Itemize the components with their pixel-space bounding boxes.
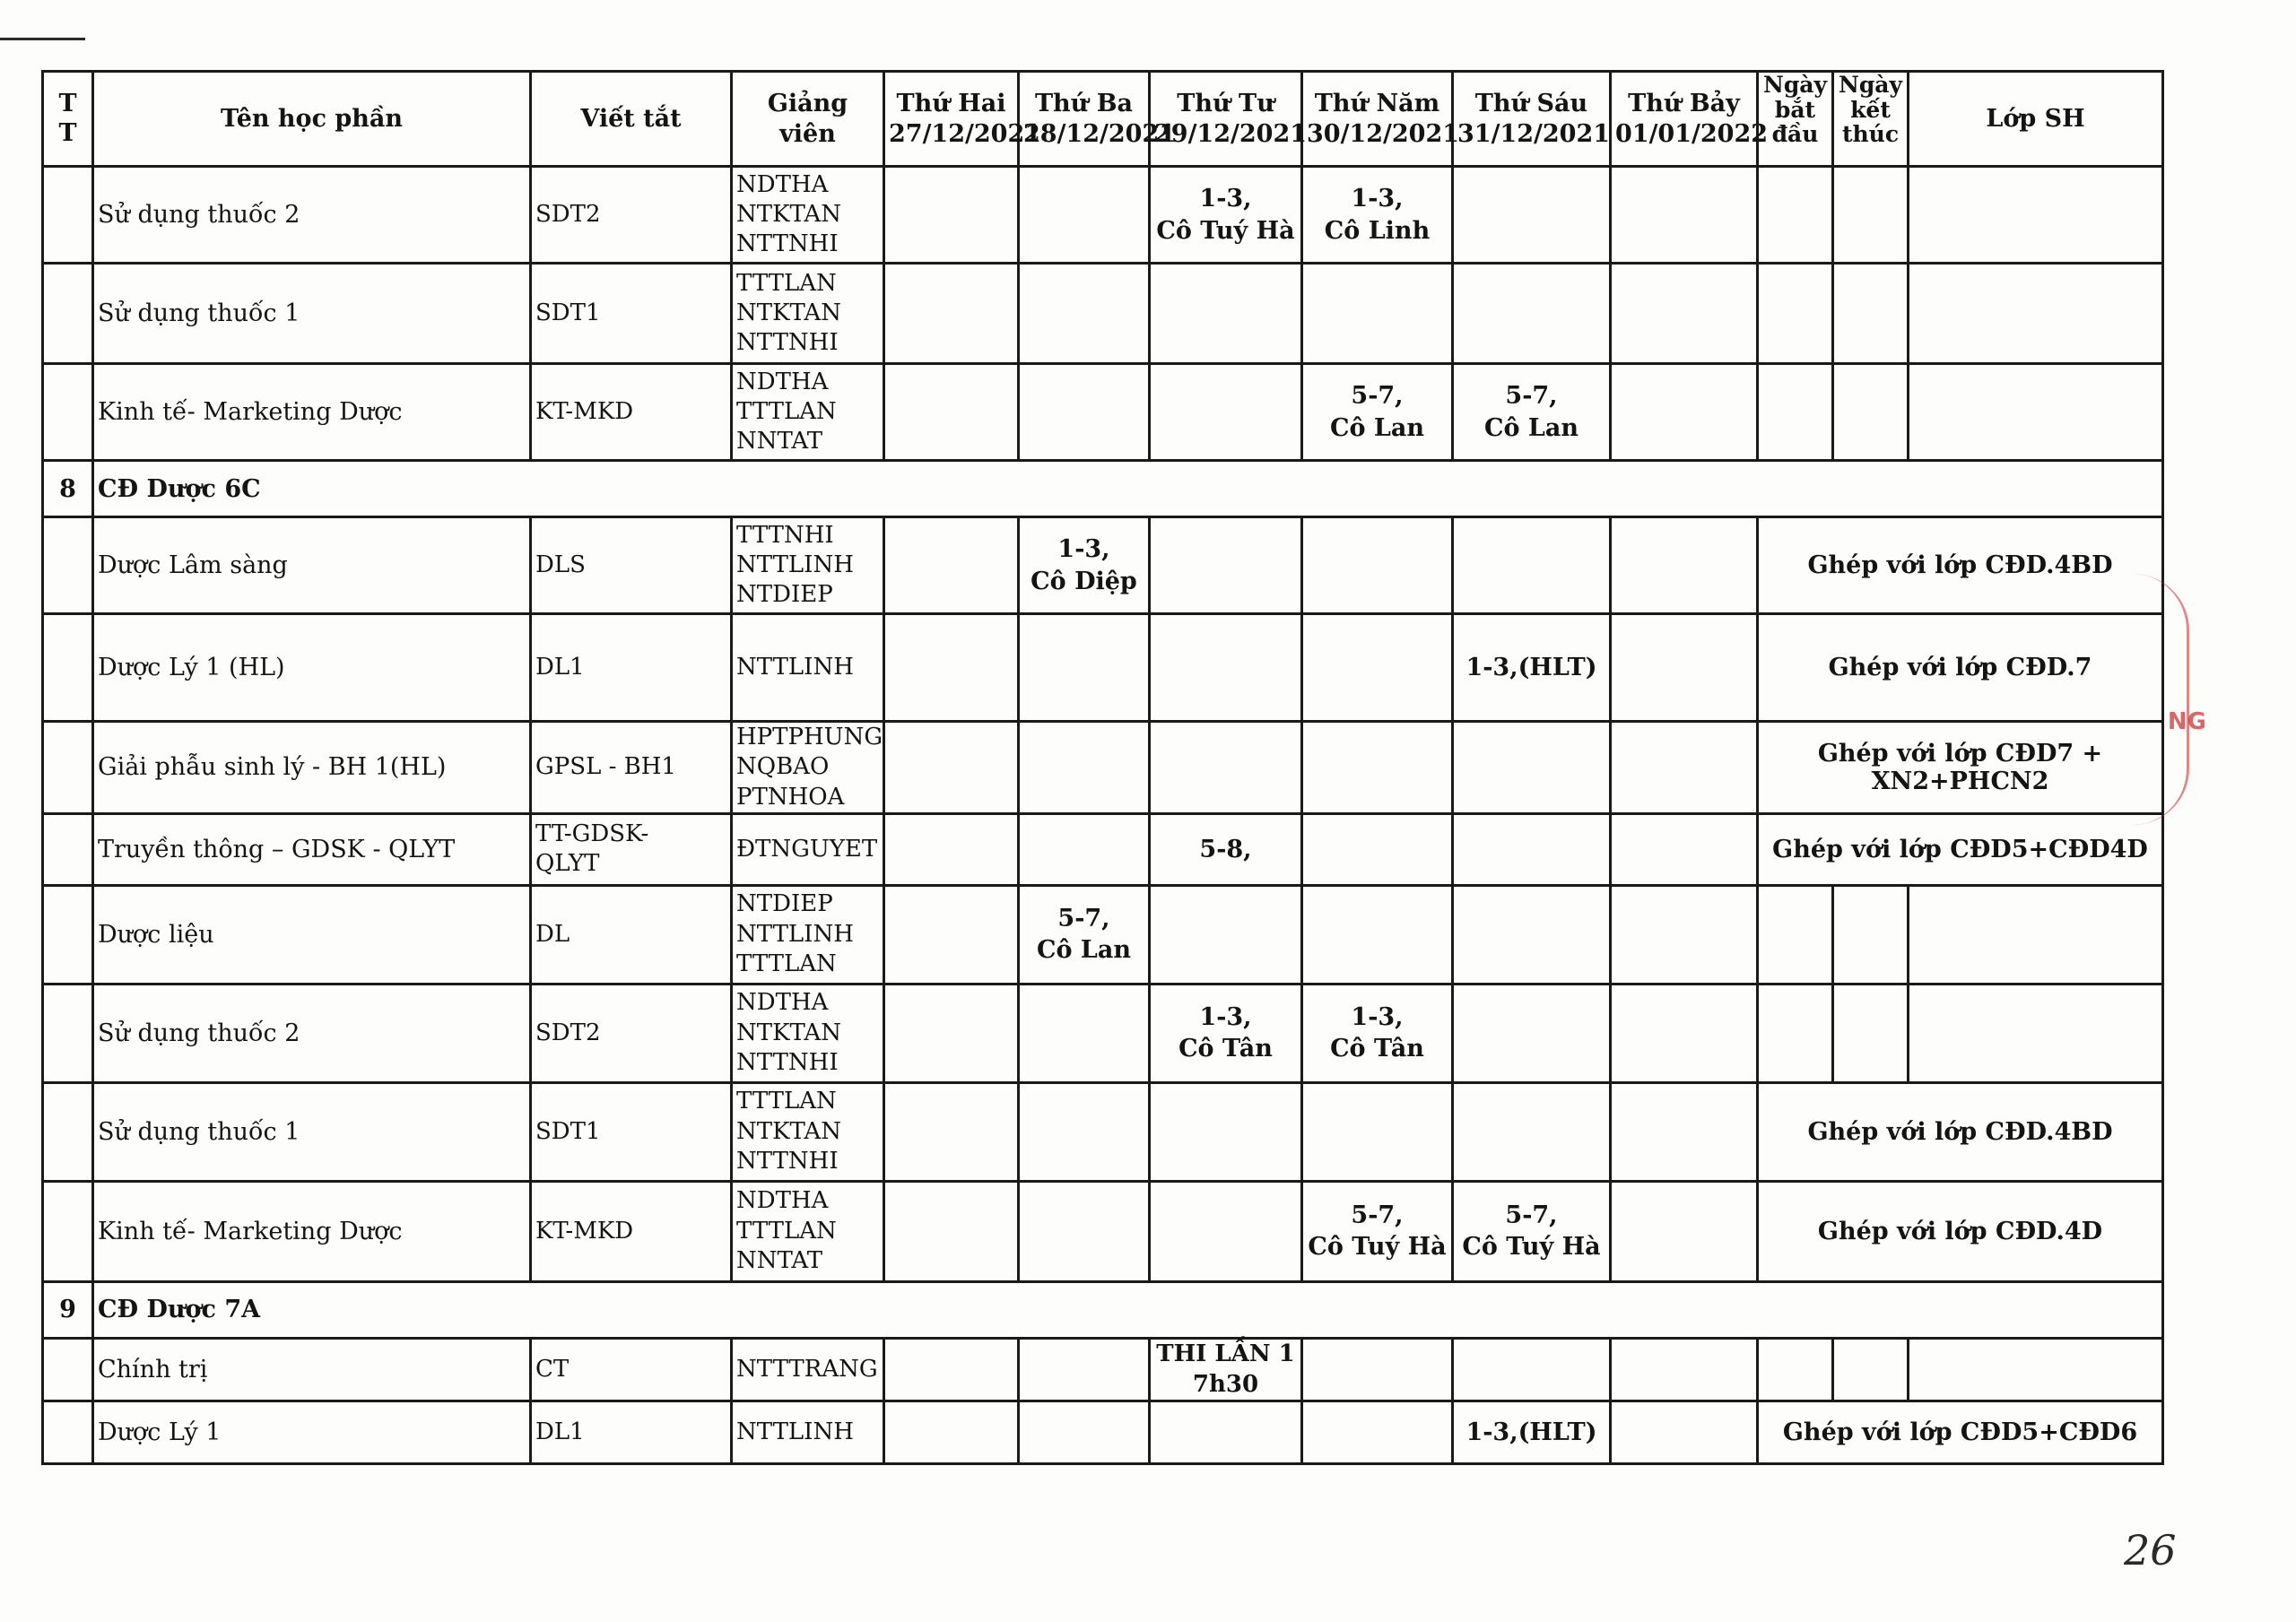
day-cell <box>884 984 1019 1082</box>
day-cell: 1-3, Cô Tuý Hà <box>1150 167 1302 264</box>
group-number: 8 <box>43 461 93 517</box>
course-abbr: TT-GDSK- QLYT <box>531 813 732 885</box>
header-start-date: Ngày bắt đầu <box>1758 72 1833 167</box>
tt-cell <box>43 517 93 614</box>
day-cell: 5-7, Cô Lan <box>1302 364 1453 461</box>
header-abbr: Viết tắt <box>531 72 732 167</box>
course-name: Dược Lý 1 <box>93 1401 531 1464</box>
header-end-date: Ngày kết thúc <box>1833 72 1909 167</box>
day-cell <box>1019 614 1150 722</box>
day-cell: 5-7, Cô Tuý Hà <box>1302 1181 1453 1281</box>
class-note <box>1909 264 2163 364</box>
course-name: Giải phẫu sinh lý - BH 1(HL) <box>93 722 531 814</box>
day-cell <box>1611 722 1758 814</box>
day-cell: 1-3, Cô Tân <box>1150 984 1302 1082</box>
day-cell <box>1302 885 1453 984</box>
lecturer-codes: ĐTNGUYET <box>732 813 884 885</box>
day-cell <box>1453 264 1611 364</box>
day-cell <box>1611 1082 1758 1181</box>
day-cell <box>1019 1181 1150 1281</box>
lecturer-codes: NDTHA TTTLAN NNTAT <box>732 364 884 461</box>
day-cell <box>1019 167 1150 264</box>
day-cell <box>1019 364 1150 461</box>
schedule-body <box>43 167 2163 1464</box>
course-abbr: DLS <box>531 517 732 614</box>
class-note <box>1909 167 2163 264</box>
header-day: Thứ Sáu 31/12/2021 <box>1453 72 1611 167</box>
day-cell <box>884 722 1019 814</box>
day-cell <box>1302 813 1453 885</box>
day-cell <box>1453 1338 1611 1401</box>
day-cell <box>1302 1082 1453 1181</box>
day-cell <box>1611 167 1758 264</box>
tt-cell <box>43 1338 93 1401</box>
group-name: CĐ Dược 6C <box>93 461 2163 517</box>
lecturer-codes: NTTTRANG <box>732 1338 884 1401</box>
day-cell <box>1453 984 1611 1082</box>
day-cell: 5-7, Cô Lan <box>1019 885 1150 984</box>
day-cell <box>1302 614 1453 722</box>
day-cell <box>1453 722 1611 814</box>
class-note: Ghép với lớp CĐD.4BD <box>1758 1082 2163 1181</box>
class-group-row <box>43 1281 2163 1338</box>
course-name: Kinh tế- Marketing Dược <box>93 1181 531 1281</box>
day-cell <box>1302 1401 1453 1464</box>
day-cell <box>1453 167 1611 264</box>
day-cell <box>1611 364 1758 461</box>
class-note: Ghép với lớp CĐD7 + XN2+PHCN2 <box>1758 722 2163 814</box>
day-cell <box>1611 264 1758 364</box>
header-course: Tên học phần <box>93 72 531 167</box>
day-cell <box>1453 885 1611 984</box>
day-cell <box>1150 1082 1302 1181</box>
day-cell <box>1150 364 1302 461</box>
day-cell <box>1611 1338 1758 1401</box>
day-cell <box>884 1181 1019 1281</box>
day-cell <box>1019 984 1150 1082</box>
course-abbr: KT-MKD <box>531 1181 732 1281</box>
header-day: Thứ Tư 29/12/2021 <box>1150 72 1302 167</box>
tt-cell <box>43 364 93 461</box>
course-abbr: DL1 <box>531 614 732 722</box>
day-cell <box>884 885 1019 984</box>
day-cell: 1-3,(HLT) <box>1453 614 1611 722</box>
lecturer-codes: HPTPHUNG NQBAO PTNHOA <box>732 722 884 814</box>
tt-cell <box>43 1181 93 1281</box>
end-date-cell <box>1833 1338 1909 1401</box>
course-abbr: SDT1 <box>531 264 732 364</box>
class-note <box>1909 984 2163 1082</box>
tt-cell <box>43 264 93 364</box>
day-cell <box>1453 1082 1611 1181</box>
tt-cell <box>43 885 93 984</box>
day-cell: 5-7, Cô Tuý Hà <box>1453 1181 1611 1281</box>
day-cell: 1-3, Cô Tân <box>1302 984 1453 1082</box>
day-cell <box>1150 1181 1302 1281</box>
start-date-cell <box>1758 264 1833 364</box>
day-cell <box>1611 614 1758 722</box>
course-name: Dược liệu <box>93 885 531 984</box>
course-row <box>43 364 2163 461</box>
header-day: Thứ Bảy 01/01/2022 <box>1611 72 1758 167</box>
day-cell <box>884 1338 1019 1401</box>
course-abbr: DL <box>531 885 732 984</box>
course-row <box>43 167 2163 264</box>
header-tt: T T <box>43 72 93 167</box>
course-name: Truyền thông – GDSK - QLYT <box>93 813 531 885</box>
tt-cell <box>43 984 93 1082</box>
start-date-cell <box>1758 364 1833 461</box>
day-cell <box>1019 722 1150 814</box>
day-cell <box>1611 885 1758 984</box>
day-cell: 1-3, Cô Diệp <box>1019 517 1150 614</box>
course-row <box>43 1401 2163 1464</box>
header-row <box>43 72 2163 167</box>
end-date-cell <box>1833 984 1909 1082</box>
page-number: 26 <box>2124 1526 2177 1574</box>
class-group-row <box>43 461 2163 517</box>
course-name: Sử dụng thuốc 1 <box>93 264 531 364</box>
day-cell: 5-7, Cô Lan <box>1453 364 1611 461</box>
course-row <box>43 614 2163 722</box>
class-note: Ghép với lớp CĐD5+CĐD6 <box>1758 1401 2163 1464</box>
tt-cell <box>43 813 93 885</box>
tt-cell <box>43 167 93 264</box>
course-name: Dược Lâm sàng <box>93 517 531 614</box>
day-cell <box>1150 722 1302 814</box>
lecturer-codes: NDTHA NTKTAN NTTNHI <box>732 984 884 1082</box>
course-row <box>43 1082 2163 1181</box>
day-cell <box>884 167 1019 264</box>
header-day: Thứ Hai 27/12/2021 <box>884 72 1019 167</box>
header-day: Thứ Ba 28/12/2021 <box>1019 72 1150 167</box>
class-note: Ghép với lớp CĐD.7 <box>1758 614 2163 722</box>
course-name: Kinh tế- Marketing Dược <box>93 364 531 461</box>
group-number: 9 <box>43 1281 93 1338</box>
day-cell <box>884 614 1019 722</box>
course-name: Sử dụng thuốc 2 <box>93 984 531 1082</box>
course-row <box>43 722 2163 814</box>
day-cell: 1-3,(HLT) <box>1453 1401 1611 1464</box>
class-note <box>1909 364 2163 461</box>
course-row <box>43 813 2163 885</box>
day-cell <box>1150 1401 1302 1464</box>
schedule-table <box>41 70 2164 1465</box>
page-top-rule <box>0 38 85 40</box>
day-cell <box>1150 264 1302 364</box>
day-cell <box>1150 614 1302 722</box>
class-note: Ghép với lớp CĐD.4D <box>1758 1181 2163 1281</box>
course-name: Sử dụng thuốc 1 <box>93 1082 531 1181</box>
tt-cell <box>43 1401 93 1464</box>
day-cell <box>884 264 1019 364</box>
day-cell <box>884 813 1019 885</box>
day-cell <box>1611 813 1758 885</box>
start-date-cell <box>1758 984 1833 1082</box>
day-cell <box>1302 264 1453 364</box>
course-abbr: DL1 <box>531 1401 732 1464</box>
day-cell <box>1453 517 1611 614</box>
course-row <box>43 1181 2163 1281</box>
header-class: Lớp SH <box>1909 72 2163 167</box>
day-cell <box>1019 264 1150 364</box>
course-abbr: GPSL - BH1 <box>531 722 732 814</box>
header-lecturer: Giảng viên <box>732 72 884 167</box>
course-row <box>43 1338 2163 1401</box>
day-cell <box>1150 517 1302 614</box>
end-date-cell <box>1833 167 1909 264</box>
day-cell <box>1019 1082 1150 1181</box>
course-abbr: SDT1 <box>531 1082 732 1181</box>
day-cell <box>1150 885 1302 984</box>
tt-cell <box>43 614 93 722</box>
course-abbr: SDT2 <box>531 167 732 264</box>
day-cell <box>1611 1181 1758 1281</box>
day-cell <box>1453 813 1611 885</box>
lecturer-codes: TTTLAN NTKTAN NTTNHI <box>732 1082 884 1181</box>
day-cell <box>1019 1401 1150 1464</box>
day-cell: 1-3, Cô Linh <box>1302 167 1453 264</box>
course-name: Sử dụng thuốc 2 <box>93 167 531 264</box>
course-name: Chính trị <box>93 1338 531 1401</box>
end-date-cell <box>1833 264 1909 364</box>
day-cell <box>1611 984 1758 1082</box>
course-abbr: KT-MKD <box>531 364 732 461</box>
start-date-cell <box>1758 1338 1833 1401</box>
day-cell <box>1611 517 1758 614</box>
end-date-cell <box>1833 364 1909 461</box>
course-row <box>43 517 2163 614</box>
lecturer-codes: NTTLINH <box>732 614 884 722</box>
lecturer-codes: NDTHA TTTLAN NNTAT <box>732 1181 884 1281</box>
day-cell <box>1019 1338 1150 1401</box>
day-cell <box>1302 517 1453 614</box>
tt-cell <box>43 1082 93 1181</box>
lecturer-codes: NDTHA NTKTAN NTTNHI <box>732 167 884 264</box>
header-day: Thứ Năm 30/12/2021 <box>1302 72 1453 167</box>
day-cell <box>884 1082 1019 1181</box>
course-row <box>43 885 2163 984</box>
day-cell: THI LẦN 1 7h30 <box>1150 1338 1302 1401</box>
course-row <box>43 984 2163 1082</box>
red-stamp: NG <box>2133 574 2189 825</box>
course-abbr: SDT2 <box>531 984 732 1082</box>
lecturer-codes: NTDIEP NTTLINH TTTLAN <box>732 885 884 984</box>
start-date-cell <box>1758 167 1833 264</box>
lecturer-codes: NTTLINH <box>732 1401 884 1464</box>
day-cell <box>884 364 1019 461</box>
day-cell: 5-8, <box>1150 813 1302 885</box>
class-note: Ghép với lớp CĐD5+CĐD4D <box>1758 813 2163 885</box>
course-abbr: CT <box>531 1338 732 1401</box>
day-cell <box>1302 1338 1453 1401</box>
class-note <box>1909 885 2163 984</box>
course-name: Dược Lý 1 (HL) <box>93 614 531 722</box>
day-cell <box>1611 1401 1758 1464</box>
lecturer-codes: TTTLAN NTKTAN NTTNHI <box>732 264 884 364</box>
start-date-cell <box>1758 885 1833 984</box>
day-cell <box>884 1401 1019 1464</box>
end-date-cell <box>1833 885 1909 984</box>
tt-cell <box>43 722 93 814</box>
group-name: CĐ Dược 7A <box>93 1281 2163 1338</box>
class-note: Ghép với lớp CĐD.4BD <box>1758 517 2163 614</box>
class-note <box>1909 1338 2163 1401</box>
course-row <box>43 264 2163 364</box>
lecturer-codes: TTTNHI NTTLINH NTDIEP <box>732 517 884 614</box>
day-cell <box>884 517 1019 614</box>
day-cell <box>1302 722 1453 814</box>
day-cell <box>1019 813 1150 885</box>
